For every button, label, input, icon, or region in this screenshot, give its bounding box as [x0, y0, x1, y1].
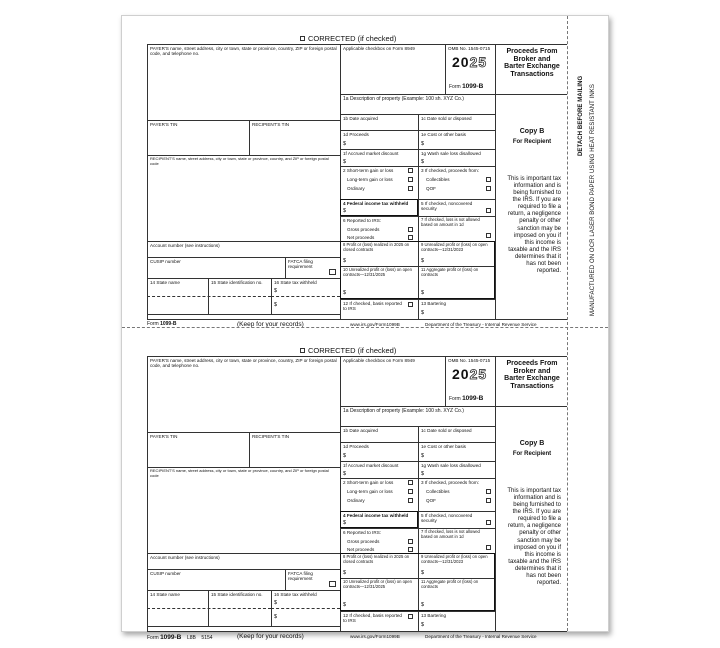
account-number-label: Account number (see instructions)	[150, 555, 220, 560]
box-9-dollar: $	[421, 258, 425, 264]
box-16-dollar-2: $	[274, 614, 278, 620]
qof-checkbox[interactable]	[486, 186, 491, 191]
box-11-dollar: $	[421, 290, 425, 296]
box-13-dollar: $	[421, 622, 425, 628]
ordinary-checkbox[interactable]	[408, 498, 413, 503]
box-2-long-label: Long-term gain or loss	[347, 489, 393, 494]
irs-url[interactable]: www.irs.gov/Form1099B	[350, 322, 400, 327]
box-15-label: 15 State identification no.	[211, 280, 263, 285]
box-10-label: 10 Unrealized profit or (loss) on open contracts—12/31/2025	[343, 579, 412, 589]
box-16-dollar-2: $	[274, 302, 278, 308]
box-1e-dollar: $	[421, 141, 425, 147]
basis-reported-checkbox[interactable]	[408, 614, 413, 619]
noncovered-checkbox[interactable]	[486, 520, 491, 525]
important-tax-info: This is important tax information and is being furnished to the IRS. If you are required to file a return, a negligence penalty or other sanction may be imposed on you if this income is taxable and the IRS determines that it has not been reported.	[507, 488, 561, 587]
box-11-label: 11 Aggregate profit or (loss) on contracts	[421, 267, 479, 277]
footer-code-a: L8B	[186, 635, 196, 641]
long-term-checkbox[interactable]	[408, 177, 413, 182]
recipient-tin-label: RECIPIENT'S TIN	[252, 434, 290, 439]
footer-form-name: Form 1099-B	[147, 321, 177, 327]
corrected-label: CORRECTED (if checked)	[308, 34, 397, 43]
box-2-label: 2 Short-term gain or loss	[343, 480, 394, 485]
box-2-label: 2 Short-term gain or loss	[343, 168, 394, 173]
box-12-label: 12 If checked, basis reported to IRS	[343, 301, 402, 312]
box-3-collectibles-label: Collectibles	[426, 489, 450, 494]
box-6-net-label: Net proceeds	[347, 547, 375, 552]
box-3-collectibles-label: Collectibles	[426, 177, 450, 182]
box-1e-label: 1e Cost or other basis	[421, 132, 466, 137]
noncovered-checkbox[interactable]	[486, 208, 491, 213]
box-3-label: 3 If checked, proceeds from:	[421, 168, 479, 173]
box-1e-dollar: $	[421, 453, 425, 459]
form-8949-label: Applicable checkbox on Form 8949	[343, 358, 415, 363]
box-9-label: 9 Unrealized profit or (loss) on open contracts—12/31/2023	[421, 242, 488, 252]
box-1f-label: 1f Accrued market discount	[343, 151, 399, 156]
recipient-name-label: RECIPIENT'S name, street address, city or town, state or province, country, and ZIP or foreign postal code	[150, 156, 329, 166]
keep-records-label: (Keep for your records)	[237, 321, 304, 328]
tax-year: 2025	[452, 54, 488, 70]
box-15-label: 15 State identification no.	[211, 592, 263, 597]
box-7-label: 7 If checked, loss is not allowed based on amount in 1d	[421, 529, 480, 539]
keep-records-label: (Keep for your records)	[237, 633, 304, 640]
corrected-label: CORRECTED (if checked)	[308, 346, 397, 355]
box-13-dollar: $	[421, 310, 425, 316]
box-6-net-label: Net proceeds	[347, 235, 375, 240]
footer-code-b: 5154	[201, 635, 213, 641]
box-1g-label: 1g Wash sale loss disallowed	[421, 463, 481, 468]
box-8-dollar: $	[343, 258, 347, 264]
fatca-checkbox[interactable]	[329, 581, 336, 587]
box-1d-label: 1d Proceeds	[343, 444, 369, 449]
cusip-label: CUSIP number	[150, 259, 181, 264]
loss-not-allowed-checkbox[interactable]	[486, 545, 491, 550]
form-title: Proceeds From Broker and Barter Exchange Transactions	[504, 360, 560, 391]
fatca-label: FATCA filing requirement	[288, 571, 313, 582]
omb-number: OMB No. 1545-0715	[448, 46, 491, 51]
gross-proceeds-checkbox[interactable]	[408, 539, 413, 544]
box-1a-label: 1a Description of property (Example: 100 sh. XYZ Co.)	[343, 96, 464, 102]
box-9-label: 9 Unrealized profit or (loss) on open contracts—12/31/2023	[421, 554, 488, 564]
box-10-label: 10 Unrealized profit or (loss) on open contracts—12/31/2025	[343, 267, 412, 277]
collectibles-checkbox[interactable]	[486, 177, 491, 182]
copy-b-title: Copy B For Recipient	[512, 440, 552, 457]
short-term-checkbox[interactable]	[408, 480, 413, 485]
box-8-label: 8 Profit or (loss) realized in 2025 on closed contracts	[343, 242, 410, 252]
box-1f-label: 1f Accrued market discount	[343, 463, 399, 468]
box-2-long-label: Long-term gain or loss	[347, 177, 393, 182]
fatca-checkbox[interactable]	[329, 269, 336, 275]
department-label: Department of the Treasury - Internal Revenue Service	[425, 322, 537, 327]
cusip-label: CUSIP number	[150, 571, 181, 576]
form-sheet	[121, 15, 609, 641]
important-tax-info: This is important tax information and is being furnished to the IRS. If you are required to file a return, a negligence penalty or other sanction may be imposed on you if this income is taxable and the IRS determines that it has not been reported.	[507, 176, 561, 275]
short-term-checkbox[interactable]	[408, 168, 413, 173]
long-term-checkbox[interactable]	[408, 489, 413, 494]
net-proceeds-checkbox[interactable]	[408, 547, 413, 552]
box-1c-label: 1c Date sold or disposed	[421, 428, 472, 433]
box-1g-dollar: $	[421, 471, 425, 477]
box-16-label: 16 State tax withheld	[274, 280, 317, 285]
fatca-label: FATCA filing requirement	[288, 259, 313, 270]
department-label: Department of the Treasury - Internal Revenue Service	[425, 634, 537, 639]
box-1d-dollar: $	[343, 141, 347, 147]
box-13-label: 13 Bartering	[421, 301, 447, 306]
box-1g-dollar: $	[421, 159, 425, 165]
box-2-ordinary-label: Ordinary	[347, 186, 365, 191]
box-1a-label: 1a Description of property (Example: 100 sh. XYZ Co.)	[343, 408, 464, 414]
box-14-label: 14 State name	[150, 592, 180, 597]
box-11-dollar: $	[421, 602, 425, 608]
box-16-dollar-1: $	[274, 288, 278, 294]
recipient-tin-label: RECIPIENT'S TIN	[252, 122, 290, 127]
basis-reported-checkbox[interactable]	[408, 302, 413, 307]
box-4-dollar: $	[343, 520, 347, 526]
box-1c-label: 1c Date sold or disposed	[421, 116, 472, 121]
box-1e-label: 1e Cost or other basis	[421, 444, 466, 449]
tax-year: 2025	[452, 366, 488, 382]
box-14-label: 14 State name	[150, 280, 180, 285]
box-5-label: 5 If checked, noncovered security	[421, 201, 473, 212]
manufacture-note: MANUFACTURED ON OCR LASER BOND PAPER USING HEAT RESISTANT INKS	[590, 83, 596, 316]
recipient-name-label: RECIPIENT'S name, street address, city or town, state or province, country, and ZIP or foreign postal code	[150, 468, 329, 478]
ordinary-checkbox[interactable]	[408, 186, 413, 191]
payer-name-label: PAYER'S name, street address, city or town, state or province, country, ZIP or foreign postal code, and telephone no.	[150, 46, 337, 57]
corrected-checkbox[interactable]	[300, 36, 305, 41]
box-16-label: 16 State tax withheld	[274, 592, 317, 597]
box-16-dollar-1: $	[274, 600, 278, 606]
omb-number: OMB No. 1545-0715	[448, 358, 491, 363]
form-number: Form 1099-B	[449, 83, 484, 90]
loss-not-allowed-checkbox[interactable]	[486, 233, 491, 238]
gross-proceeds-checkbox[interactable]	[408, 227, 413, 232]
net-proceeds-checkbox[interactable]	[408, 235, 413, 240]
box-1d-label: 1d Proceeds	[343, 132, 369, 137]
box-6-gross-label: Gross proceeds	[347, 539, 380, 544]
box-3-qof-label: QOF	[426, 186, 436, 191]
box-8-label: 8 Profit or (loss) realized in 2025 on closed contracts	[343, 554, 410, 564]
box-4-label: 4 Federal income tax withheld	[343, 513, 409, 518]
box-5-label: 5 If checked, noncovered security	[421, 513, 473, 524]
box-9-dollar: $	[421, 570, 425, 576]
irs-url[interactable]: www.irs.gov/Form1099B	[350, 634, 400, 639]
box-10-dollar: $	[343, 290, 347, 296]
corrected-checkbox[interactable]	[300, 348, 305, 353]
payer-tin-label: PAYER'S TIN	[150, 434, 178, 439]
form-1099b-upper	[122, 16, 567, 326]
box-2-ordinary-label: Ordinary	[347, 498, 365, 503]
box-1f-dollar: $	[343, 471, 347, 477]
box-1b-label: 1b Date acquired	[343, 116, 378, 121]
box-11-label: 11 Aggregate profit or (loss) on contracts	[421, 579, 479, 589]
copy-b-title: Copy B For Recipient	[512, 128, 552, 145]
detach-label: DETACH BEFORE MAILING	[578, 75, 584, 156]
perforation-line	[122, 327, 608, 328]
footer-form-name: Form 1099-B L8B 5154	[147, 634, 213, 641]
box-4-label: 4 Federal income tax withheld	[343, 201, 409, 206]
box-12-label: 12 If checked, basis reported to IRS	[343, 613, 402, 624]
box-1b-label: 1b Date acquired	[343, 428, 378, 433]
form-1099b-lower	[122, 328, 567, 641]
box-7-label: 7 If checked, loss is not allowed based on amount in 1d	[421, 217, 480, 227]
box-1d-dollar: $	[343, 453, 347, 459]
side-perforation	[567, 16, 568, 631]
box-10-dollar: $	[343, 602, 347, 608]
box-3-qof-label: QOF	[426, 498, 436, 503]
qof-checkbox[interactable]	[486, 498, 491, 503]
box-1g-label: 1g Wash sale loss disallowed	[421, 151, 481, 156]
collectibles-checkbox[interactable]	[486, 489, 491, 494]
box-3-label: 3 If checked, proceeds from:	[421, 480, 479, 485]
box-1f-dollar: $	[343, 159, 347, 165]
form-number: Form 1099-B	[449, 395, 484, 402]
form-title: Proceeds From Broker and Barter Exchange Transactions	[504, 48, 560, 79]
box-6-label: 6 Reported to IRS:	[343, 530, 382, 535]
box-6-label: 6 Reported to IRS:	[343, 218, 382, 223]
box-4-dollar: $	[343, 208, 347, 214]
box-6-gross-label: Gross proceeds	[347, 227, 380, 232]
account-number-label: Account number (see instructions)	[150, 243, 220, 248]
payer-name-label: PAYER'S name, street address, city or town, state or province, country, ZIP or foreign postal code, and telephone no.	[150, 358, 337, 369]
form-8949-label: Applicable checkbox on Form 8949	[343, 46, 415, 51]
box-8-dollar: $	[343, 570, 347, 576]
box-13-label: 13 Bartering	[421, 613, 447, 618]
payer-tin-label: PAYER'S TIN	[150, 122, 178, 127]
